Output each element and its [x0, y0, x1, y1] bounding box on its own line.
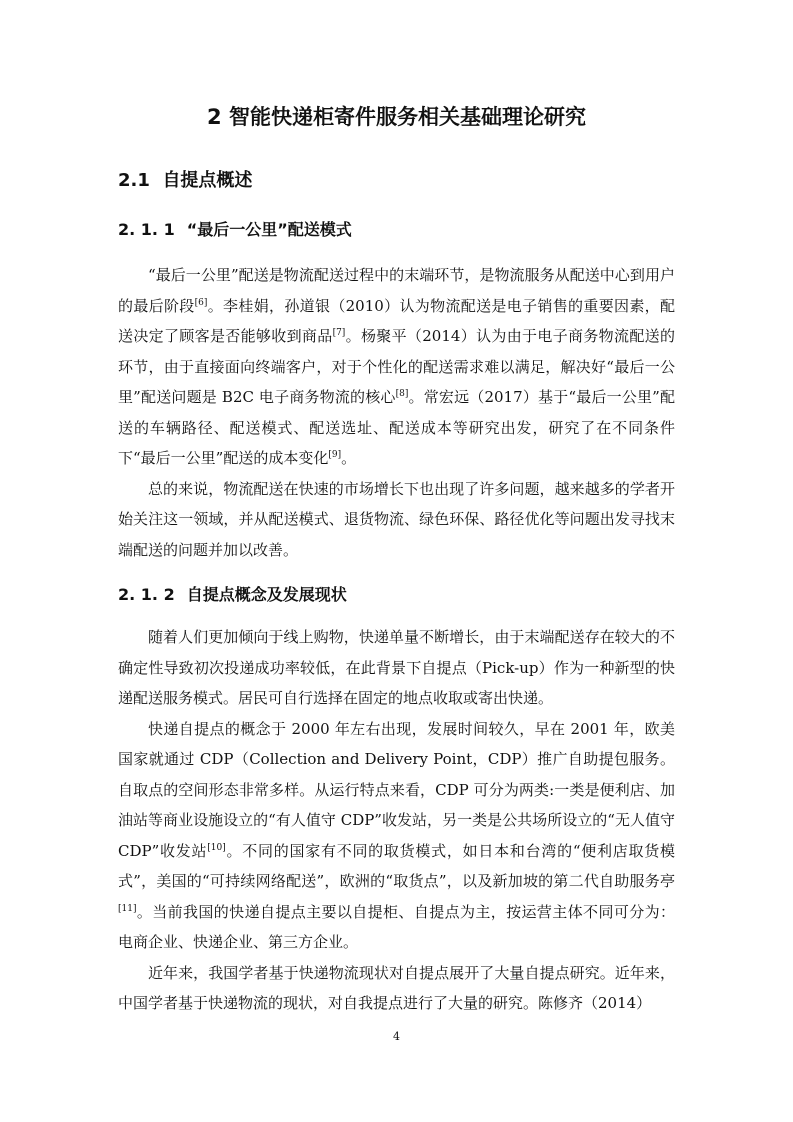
paragraph-text: 。	[341, 449, 357, 467]
body-paragraph	[118, 474, 675, 566]
paragraph-text: 。不同的国家有不同的取货模式，如日本和台湾的“便利店取货模式”，美国的“可持续网络配送”，欧洲的“取货点”，以及新加坡的第二代自助服务亭	[118, 841, 676, 890]
subsection-number: 2. 1. 1	[118, 220, 175, 239]
citation-ref: [8]	[395, 389, 409, 399]
page-number: 4	[393, 1030, 400, 1043]
paragraph-text: 。当前我国的快递自提点主要以自提柜、自提点为主，按运营主体不同可分为：电商企业、快递企业、第三方企业。	[118, 902, 675, 951]
paragraph-text: 。杨聚平（2014）认为由于电子商务物流配送的环节，由于直接面向终端客户，对于个性化的配送需求难以满足，解决好“最后一公里”配送问题是 B2C 电子商务物流的核心	[118, 327, 675, 406]
subsection-heading-1	[118, 218, 352, 242]
citation-ref: [6]	[194, 297, 208, 308]
section-number: 2.1	[118, 170, 150, 191]
section-heading	[118, 168, 252, 194]
subsection-number: 2. 1. 2	[118, 585, 175, 604]
body-paragraph	[118, 260, 675, 474]
citation-ref: [9]	[328, 450, 342, 460]
paragraph-text: 快递自提点的概念于 2000 年左右出现，发展时间较久，早在 2001 年，欧美国家就通过 CDP（Collection and Delivery Point，CDP）推广自助提包服务。自取点的空间形态非常多样。从运行特点来看，CDP 可分为两类:一类是便利店、加油站等商业设施设立的“有人值守 CDP”收发站，另一类是公共场所设立的“无人值守 CDP”收发站	[118, 719, 675, 860]
paragraph-text: 。李桂娟，孙道银（2010）认为物流配送是电子销售的重要因素，配送决定了顾客是否能够收到商品	[118, 296, 675, 345]
section-title: 自提点概述	[162, 170, 253, 191]
subsection-heading-2	[118, 583, 347, 607]
citation-ref: [11]	[118, 903, 137, 914]
subsection-title: 自提点概念及发展现状	[186, 585, 347, 604]
citation-ref: [10]	[207, 842, 226, 853]
paragraph-text: 总的来说，物流配送在快速的市场增长下也出现了许多问题，越来越多的学者开始关注这一领域，并从配送模式、退货物流、绿色环保、路径优化等问题出发寻找末端配送的问题并加以改善。	[118, 479, 675, 559]
paragraph-text: 。常宏远（2017）基于“最后一公里”配送的车辆路径、配送模式、配送选址、配送成本等研究出发，研究了在不同条件下“最后一公里”配送的成本变化	[118, 388, 676, 467]
paragraph-text: 随着人们更加倾向于线上购物，快递单量不断增长，由于末端配送存在较大的不确定性导致初次投递成功率较低，在此背景下自提点（Pick-up）作为一种新型的快递配送服务模式。居民可自行选择在固定的地点收取或寄出快递。	[118, 628, 675, 707]
paragraph-text: 近年来，我国学者基于快递物流现状对自提点展开了大量自提点研究。近年来，中国学者基于快递物流的现状，对自我提点进行了大量的研究。陈修齐（2014）	[118, 963, 675, 1012]
subsection-1-body	[118, 260, 675, 565]
body-paragraph	[118, 714, 675, 958]
subsection-title: “最后一公里”配送模式	[186, 220, 352, 239]
body-paragraph	[118, 622, 675, 714]
body-paragraph	[118, 958, 675, 1019]
chapter-title: 2 智能快递柜寄件服务相关基础理论研究	[207, 105, 586, 129]
citation-ref: [7]	[332, 328, 346, 338]
subsection-2-body	[118, 622, 675, 1019]
paragraph-text: “最后一公里”配送是物流配送过程中的末端环节，是物流服务从配送中心到用户的最后阶段	[118, 266, 675, 315]
